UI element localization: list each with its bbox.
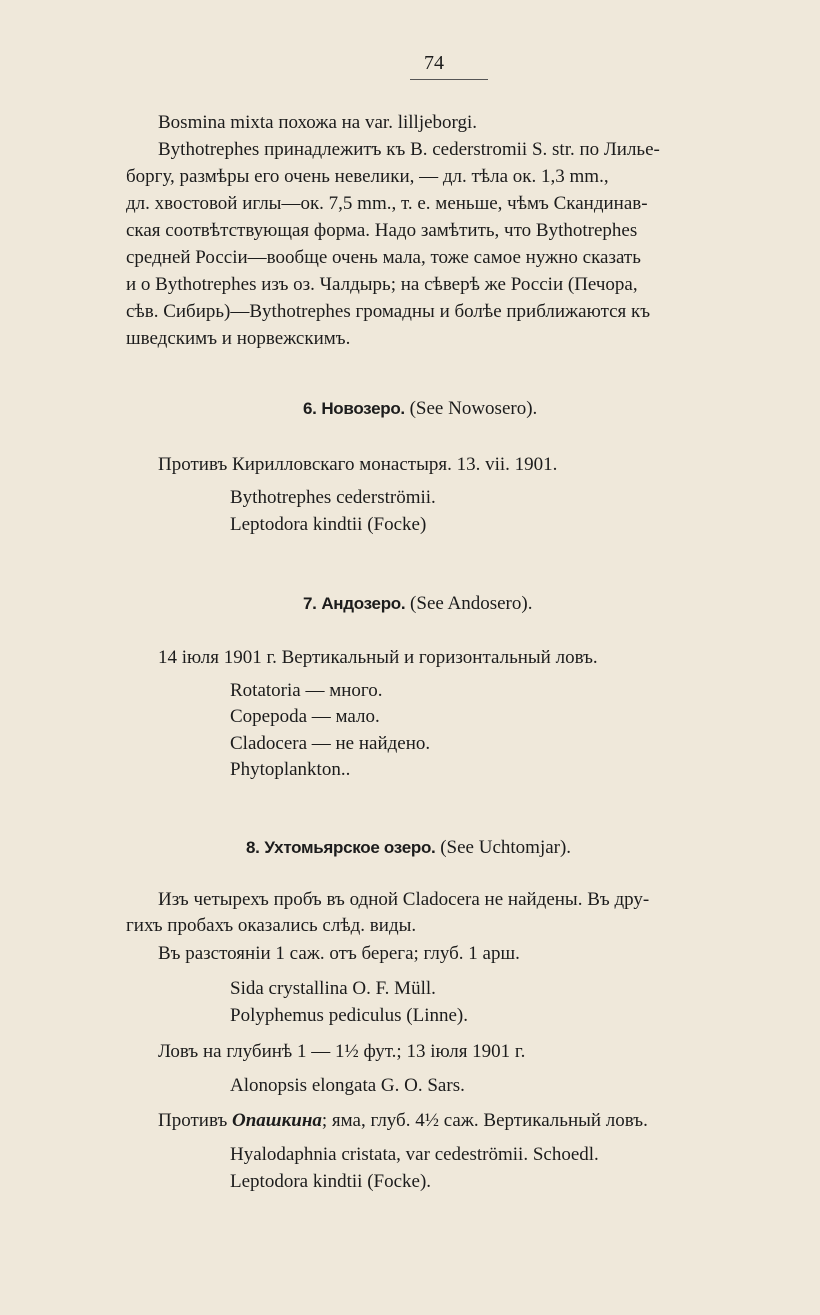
- lake-name-latin: (See Andosero).: [410, 593, 533, 614]
- section-number: 8.: [246, 838, 260, 857]
- text-line: сѣв. Сибирь)—Bythotrephes громадны и болѣе приближаются къ: [126, 301, 651, 322]
- text-line: Bosmina mixta похожа на var. lilljeborgi.: [158, 112, 478, 133]
- lake-name-latin: (See Nowosero).: [409, 398, 538, 419]
- species-line: Polyphemus pediculus (Linne).: [230, 1005, 468, 1026]
- text-line: шведскимъ и норвежскимъ.: [126, 328, 351, 349]
- species-line: Alonopsis elongata G. O. Sars.: [230, 1075, 465, 1096]
- section-heading: [303, 399, 537, 418]
- place-name: Опашкина: [232, 1110, 322, 1131]
- text-line: Въ разстояніи 1 саж. отъ берега; глуб. 1 арш.: [158, 943, 520, 964]
- page-number: 74: [410, 52, 488, 80]
- text-line: ская соотвѣтствующая форма. Надо замѣтить, что Bythotrephes: [126, 220, 638, 241]
- text-fragment: Противъ: [158, 1110, 228, 1131]
- species-line: Rotatoria — много.: [230, 680, 383, 701]
- text-line: и о Bythotrephes изъ оз. Чалдырь; на сѣверѣ же Россіи (Печора,: [126, 274, 638, 295]
- lake-name: Андозеро.: [321, 594, 406, 613]
- lake-name-latin: (See Uchtomjar).: [440, 837, 572, 858]
- text-line: дл. хвостовой иглы—ок. 7,5 mm., т. е. меньше, чѣмъ Скандинав-: [126, 193, 648, 214]
- species-line: Copepoda — мало.: [230, 706, 380, 727]
- species-line: Sida crystallina O. F. Müll.: [230, 978, 436, 999]
- text-line: Изъ четырехъ пробъ въ одной Cladocera не найдены. Въ дру-: [158, 889, 650, 910]
- text-line: Bythotrephes принадлежитъ къ B. cederstromii S. str. по Лилье-: [158, 139, 660, 160]
- section-number: 7.: [303, 594, 317, 613]
- species-line: Leptodora kindtii (Focke).: [230, 1171, 432, 1192]
- species-line: Cladocera — не найдено.: [230, 733, 431, 754]
- text-line: боргу, размѣры его очень невелики, — дл. тѣла ок. 1,3 mm.,: [126, 166, 609, 187]
- text-line: средней Россіи—вообще очень мала, тоже самое нужно сказать: [126, 247, 641, 268]
- text-line: Противъ Кирилловскаго монастыря. 13. vii. 1901.: [158, 454, 558, 475]
- species-line: Leptodora kindtii (Focke): [230, 514, 427, 535]
- species-line: Bythotrephes cederströmii.: [230, 487, 436, 508]
- text-fragment: ; яма, глуб. 4½ саж. Вертикальный ловъ.: [321, 1110, 648, 1131]
- lake-name: Ухтомьярское озеро.: [264, 838, 436, 857]
- species-line: Phytoplankton..: [230, 759, 351, 780]
- section-heading: [246, 838, 571, 857]
- text-line: 14 іюля 1901 г. Вертикальный и горизонтальный ловъ.: [158, 647, 598, 668]
- text-line: [158, 1111, 648, 1130]
- text-line: Ловъ на глубинѣ 1 — 1½ фут.; 13 іюля 1901 г.: [158, 1041, 526, 1062]
- species-line: Hyalodaphnia cristata, var cedeströmii. Schoedl.: [230, 1144, 599, 1165]
- text-line: гихъ пробахъ оказались слѣд. виды.: [126, 915, 417, 936]
- lake-name: Новозеро.: [321, 399, 405, 418]
- section-number: 6.: [303, 399, 317, 418]
- section-heading: [303, 594, 532, 613]
